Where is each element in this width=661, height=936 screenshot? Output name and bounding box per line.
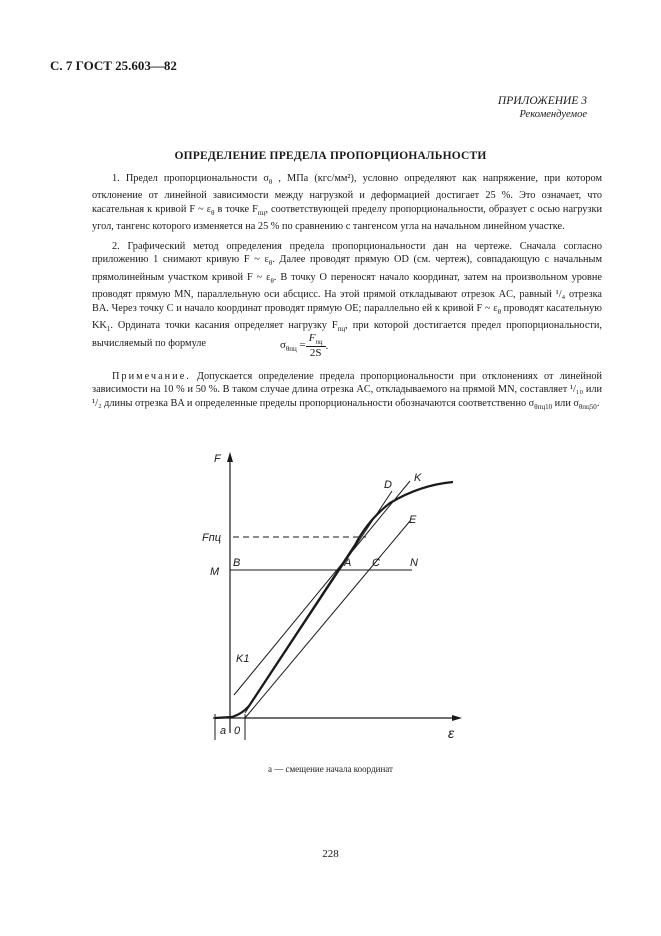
note: Примечание. Допускается определение предела пропорциональности при отклонениях от линейной зависимости на 10 % и 50 %. В таком случае длина отрезка AC, откладываемого на прямой MN, составляет ¹/₁₀ или ¹/₂ длины отрезка BA и определенные пределы пропорциональности обозначаются соответственно $\sigma_{\theta пц10}$ или $\sigma_{\theta пц50}$.	[92, 371, 602, 411]
document-header: С. 7 ГОСТ 25.603—82	[50, 58, 177, 73]
page-number: 228	[322, 848, 339, 860]
label-fpc: Fпц	[202, 532, 222, 544]
tangent-kk1-line	[234, 481, 410, 695]
appendix-title: ПРИЛОЖЕНИЕ 3	[497, 95, 587, 107]
label-n: N	[410, 557, 418, 569]
oe-line	[245, 521, 410, 718]
paragraph-2: 2. Графический метод определения предела пропорциональности дан на чертеже. Сначала согласно приложению 1 снимают кривую F ~ $\varepsilon_\theta$. Далее проводят прямую OD (см. чертеж), совпадающую с начальным прямолинейным участком кривой F ~ $\varepsilon_\theta$. В точку O переносят начало координат, затем на произвольном уровне проводят прямую MN, параллельную оси абсцисс. На этой прямой откладывают отрезок AC, равный ¹/₄ отрезка BA. Через точку C и начало координат проводят прямую OE; параллельно ей к кривой F ~ $\varepsilon_\theta$ проводят касательную $KK_1$. Ордината точки касания определяет нагрузку $F_{пц}$, при которой достигается предел пропорциональности, вычисляемый по формуле	[92, 241, 602, 349]
formula-table: $\sigma_{\theta пц}$ = $F_{пц}$ . 2S	[280, 332, 329, 360]
appendix-subtitle: Рекомендуемое	[519, 109, 587, 120]
label-origin: 0	[234, 725, 241, 737]
x-axis-arrow	[452, 715, 462, 721]
label-epsilon: ε	[448, 725, 455, 741]
label-f: F	[214, 453, 221, 465]
label-m: M	[210, 566, 220, 578]
section-title: ОПРЕДЕЛЕНИЕ ПРЕДЕЛА ПРОПОРЦИОНАЛЬНОСТИ	[174, 150, 487, 162]
label-k1: K1	[236, 653, 250, 665]
load-deformation-curve	[215, 482, 453, 718]
label-c: C	[372, 557, 380, 569]
label-k: K	[414, 472, 422, 484]
label-a-offset: a	[220, 725, 227, 737]
label-e: E	[409, 514, 417, 526]
label-d: D	[384, 479, 392, 491]
figure-caption: a — смещение начала координат	[268, 764, 393, 774]
label-b: B	[233, 557, 241, 569]
y-axis-arrow	[227, 452, 233, 462]
label-a: A	[344, 557, 352, 569]
paragraph-1: 1. Предел пропорциональности $\sigma_\theta$ , МПа (кгс/мм²), условно определяют как напряжение, при котором отклонение от линейной зависимости между нагрузкой и деформацией достигает 25 %. Это означает, что касательная к кривой F ~ $\varepsilon_\theta$ в точке $F_{пц}$, соответствующей пределу пропорциональности, образует с осью нагрузки угол, тангенс которого изменяется на 25 % по сравнению с тангенсом угла на начальном линейном участке.	[92, 173, 602, 233]
